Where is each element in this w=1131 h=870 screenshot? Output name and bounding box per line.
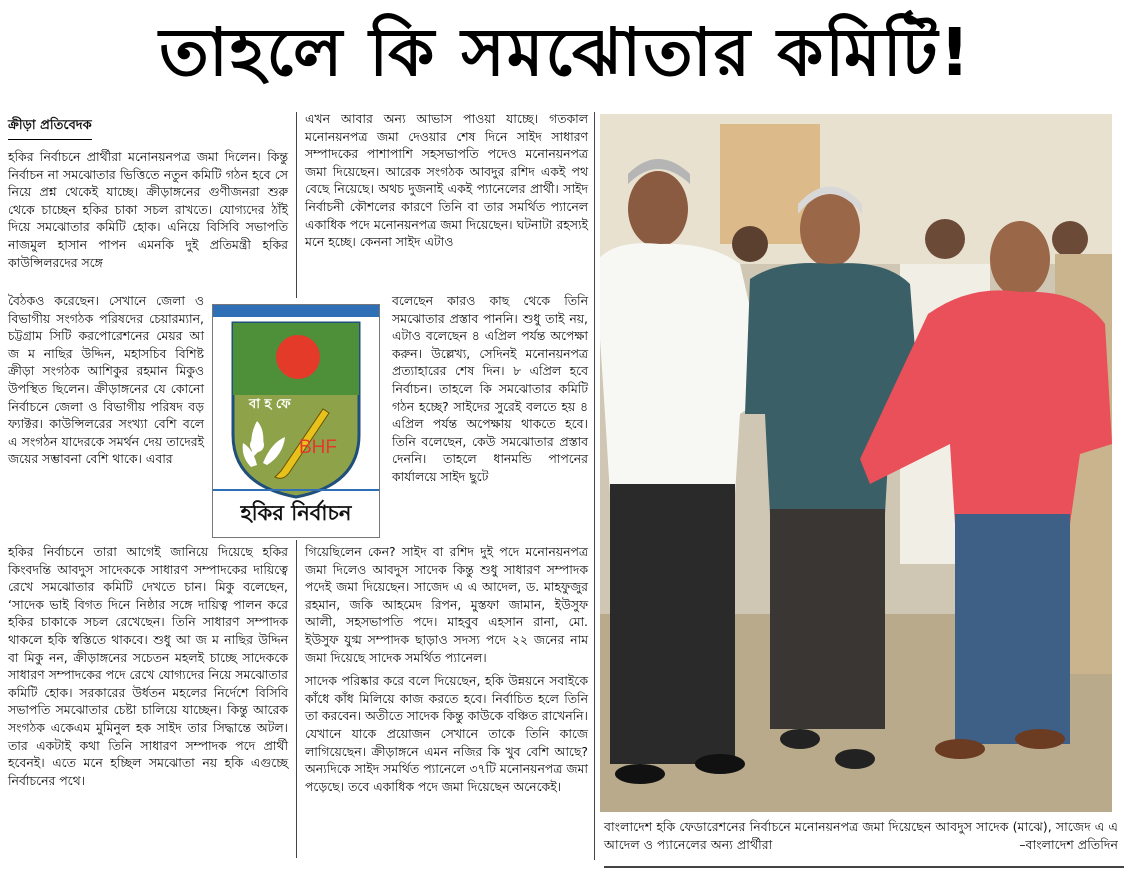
article-column-1-top: [8, 148, 288, 271]
column-divider: [296, 540, 297, 858]
article-column-2-bottom: [305, 543, 588, 795]
hockey-federation-logo-box: [212, 304, 380, 538]
photo-caption: বাংলাদেশ হকি ফেডারেশনের নির্বাচনে মনোনয়নপত্র জমা দিয়েছেন আবদুস সাদেক (মাঝে), সাজেদ এ এ আদেল ও প্যানেলের অন্য প্রার্থীরা: [604, 819, 1118, 852]
bhf-logo-icon: [213, 317, 379, 503]
logo-top-bar: [213, 305, 379, 317]
photo-caption-block: [604, 818, 1118, 854]
byline: ক্রীড়া প্রতিবেদক: [8, 116, 92, 140]
paragraph: বলেছেন কারও কাছ থেকে তিনি সমঝোতার প্রস্তাব পাননি। শুধু তাই নয়, এটাও বলেছেন ৪ এপ্রিল পর্যন্ত অপেক্ষা করুন। উল্লেখ্য, সেদিনই মনোনয়নপত্র প্রত্যাহারের শেষ দিন। ৮ এপ্রিল হবে নির্বাচন। তাহলে কি সমঝোতার কমিটি গঠন হচ্ছে? সাইদের সুরেই বলতে হয় ৪ এপ্রিল পর্যন্ত অপেক্ষায় থাকতে হবে। তিনি বলেছেন, কেউ সমঝোতার প্রস্তাব দেননি। তাহলে ধানমন্ডি পাপনের কার্যালয়ে সাইদ ছুটে: [392, 293, 588, 484]
people-photo-icon: [600, 114, 1112, 812]
paragraph: হকির নির্বাচনে তারা আগেই জানিয়ে দিয়েছে হকির কিংবদন্তি আবদুস সাদেককে সাধারণ সম্পাদকের দায়িত্বে রেখে সমঝোতার কমিটি দেখতে চান। মিকু বলেছেন, ‘সাদেক ভাই বিগত দিনে নিষ্ঠার সঙ্গে দায়িত্ব পালন করে হকির চাকাকে সচল রেখেছেন। তিনি সাধারণ সম্পাদক থাকলে হকি স্বস্তিতে থাকবে। শুধু আ জ ম নাছির উদ্দিন বা মিকু নন, ক্রীড়াঙ্গনের সচেতন মহলই চাচ্ছে সাদেককে সাধারণ সম্পাদকের পদে রেখে যোগ্যদের নিয়ে সমঝোতার কমিটি হোক। সরকারের উর্ধতন মহলের নির্দেশে বিসিবি সভাপতি সমঝোতার চেষ্টা চালিয়ে যাচ্ছেন। কিন্তু আরেক সংগঠক একেএম মুমিনুল হক সাইদ তার সিদ্ধান্তে অটল। তার একটাই কথা তিনি সাধারণ সম্পাদক পদে প্রার্থী হবেনই। এতে মনে হচ্ছিল সমঝোতা নয় হকি এগুচ্ছে নির্বাচনের পথে।: [8, 544, 288, 788]
article-column-1-wrap: [8, 292, 204, 468]
photo-credit: –বাংলাদেশ প্রতিদিন: [1019, 837, 1118, 852]
article-column-2-wrap: [392, 292, 588, 486]
logo-abbreviation: BHF: [299, 437, 337, 458]
logo-bengali-initials: বা হ ফে: [249, 397, 291, 412]
paragraph: বৈঠকও করেছেন। সেখানে জেলা ও বিভাগীয় সংগঠক পরিষদের চেয়ারম্যান, চট্টগ্রাম সিটি করপোরেশনের মেয়র আ জ ম নাছির উদ্দিন, মহাসচিব বিশিষ্ট ক্রীড়া সংগঠক আশিকুর রহমান মিকুও উপস্থিত ছিলেন। ক্রীড়াঙ্গনের যে কোনো নির্বাচনে জেলা ও বিভাগীয় পরিষদ বড় ফ্যাক্টর। কাউন্সিলরের সংখ্যা বেশি বলে এ সংগঠন যাদেরকে সমর্থন দেয় তাদেরই জয়ের সম্ভাবনা বেশি থাকে। এবার: [8, 293, 204, 467]
headline: তাহলে কি সমঝোতার কমিটি!: [159, 14, 972, 91]
paragraph: সাদেক পরিষ্কার করে বলে দিয়েছেন, হকি উন্নয়নে সবাইকে কাঁধে কাঁধ মিলিয়ে কাজ করতে হবে। নির্বাচিত হলে তিনি তা করবেন। অতীতে সাদেক কিন্তু কাউকে বঞ্চিত রাখেননি। যেখানে যাকে প্রয়োজন সেখানে তাকে তিনি কাজে লাগিয়েছেন। ক্রীড়াঙ্গনে এমন নজির কি খুব বেশি আছে? অন্যদিকে সাইদ সমর্থিত প্যানেলে ৩৭টি মনোনয়নপত্র জমা পড়েছে। তবে একাধিক পদে জমা দিয়েছেন অনেকেই।: [305, 673, 588, 794]
article-column-1-bottom: [8, 543, 288, 789]
article-column-2-top: [305, 110, 588, 251]
news-photo: [600, 114, 1112, 812]
paragraph: এখন আবার অন্য আভাস পাওয়া যাচ্ছে। গতকাল মনোনয়নপত্র জমা দেওয়ার শেষ দিনে সাইদ সাধারণ সম্পাদকের পাশাপাশি সহসভাপতি পদেও মনোনয়নপত্র জমা দিয়েছেন। আরেক সংগঠক আবদুর রশিদ একই পথ বেছে নিয়েছে। অথচ দুজনাই একই প্যানেলের প্রার্থী। সাইদ নির্বাচনী কৌশলের কারণে তিনি বা তার সমর্থিত প্যানেল একাধিক পদে মনোনয়নপত্র জমা দিয়েছেন। ঘটনাটা রহস্যই মনে হচ্ছে। কেননা সাইদ এটাও: [305, 111, 588, 250]
column-divider: [296, 112, 297, 298]
paragraph: হকির নির্বাচনে প্রার্থীরা মনোনয়নপত্র জমা দিলেন। কিন্তু নির্বাচন না সমঝোতার ভিত্তিতে নতুন কমিটি গঠন হবে সে নিয়ে প্রশ্ন থেকেই যাচ্ছে। ক্রীড়াঙ্গনের গুণীজনরা শুরু থেকে চাচ্ছেন হকির চাকা সচল রাখতে। যোগ্যদের ঠাঁই দিয়ে সমঝোতার কমিটি হোক। এনিয়ে বিসিবি সভাপতি নাজমুল হাসান পাপন এমনকি দুই প্রতিমন্ত্রী হকির কাউন্সিলরদের সঙ্গে: [8, 149, 288, 270]
bottom-rule: [604, 866, 1124, 868]
column-divider: [594, 112, 595, 860]
logo-caption: হকির নির্বাচন: [213, 489, 379, 537]
paragraph: গিয়েছিলেন কেন? সাইদ বা রশিদ দুই পদে মনোনয়নপত্র জমা দিলেও আবদুস সাদেক কিন্তু শুধু সাধারণ সম্পাদক পদেই জমা দিয়েছেন। সাজেদ এ এ আদেল, ড. মাহফুজুর রহমান, জকি আহমেদ রিপন, মুস্তফা জামান, ইউসুফ আলী, সহসভাপতি পদে। মাহবুব এহসান রানা, মো. ইউসুফ যুগ্ম সম্পাদক ছাড়াও সদস্য পদে ২২ জনের নাম জমা দিয়েছে সাদেক সমর্থিত প্যানেল।: [305, 544, 588, 665]
